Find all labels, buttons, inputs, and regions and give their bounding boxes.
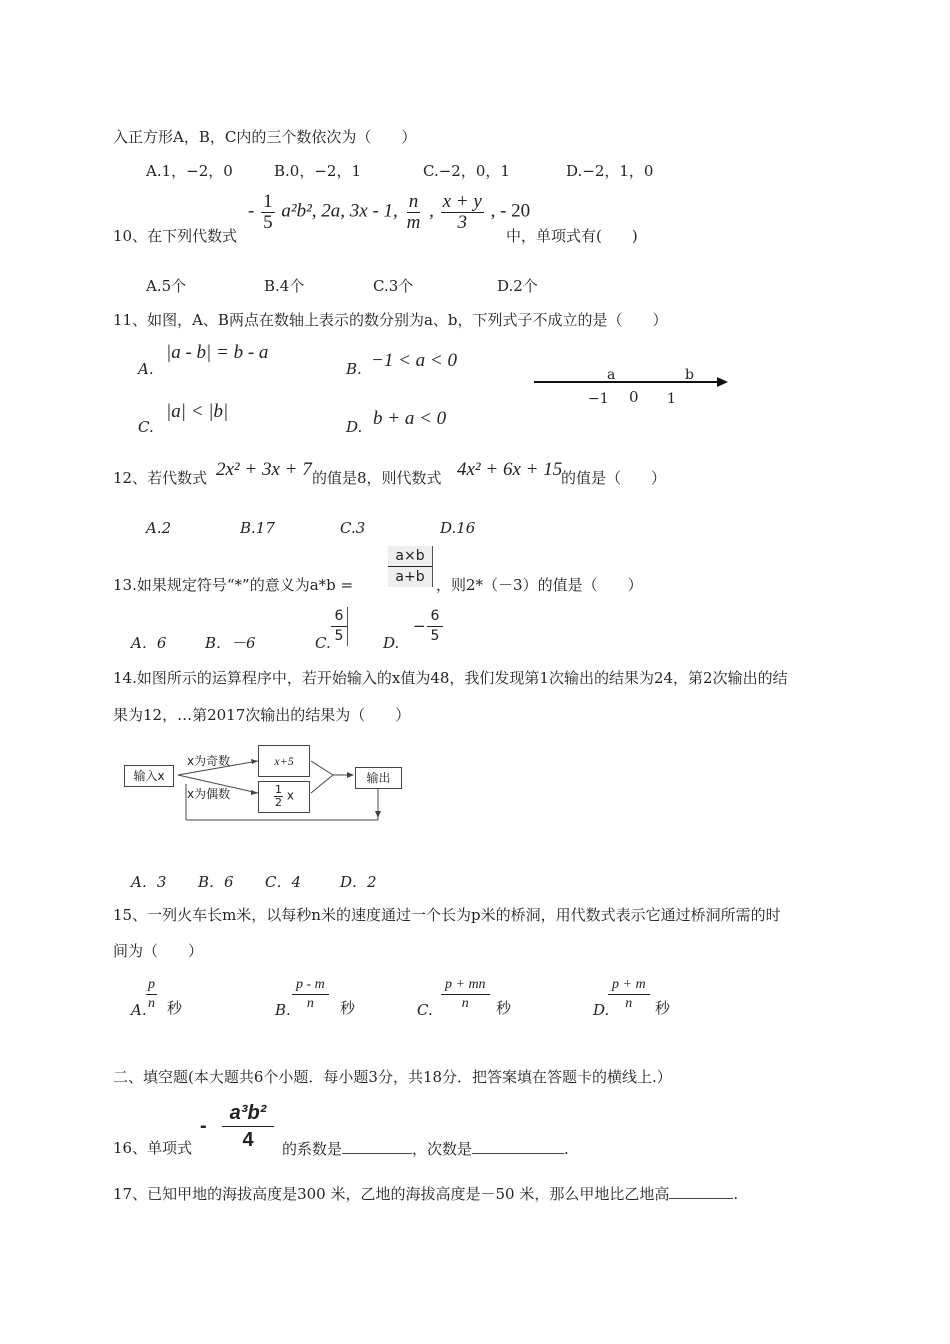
q14-line2: 果为12，…第2017次输出的结果为（ ） (113, 706, 411, 724)
q12-option-c: C.3 (340, 519, 366, 537)
q15-option-d-label: D. (593, 1001, 610, 1019)
q16-middle: 的系数是 ，次数是 . (282, 1140, 569, 1158)
q17-text: 17、已知甲地的海拔高度是300 米，乙地的海拔高度是－50 米，那么甲地比乙地高 . (113, 1185, 739, 1203)
q12-option-b: B.17 (240, 519, 275, 537)
q10-option-b: B.4个 (264, 277, 305, 295)
q10-option-c: C.3个 (373, 277, 414, 295)
q9-option-b: B.0，−2，1 (274, 162, 361, 180)
q14-option-a: A．3 (131, 873, 167, 891)
q10-terms: a²b², 2a, 3x - 1, (281, 200, 398, 222)
q16-blank-coefficient[interactable] (342, 1139, 412, 1154)
q13-option-c-label: C. (315, 634, 331, 652)
q13-fraction: a×b a+b (388, 546, 433, 587)
q12-suffix: 的值是（ ） (561, 469, 667, 487)
q13-option-d-frac: 6 5 (427, 607, 443, 646)
q9-option-d: D.−2，1，0 (566, 162, 654, 180)
q14-box-x-plus-5: x+5 (258, 745, 310, 777)
q13-option-d-sign: − (413, 617, 426, 635)
q11-label-b: b (685, 367, 694, 383)
q16-blank-degree[interactable] (472, 1139, 564, 1154)
section2-title: 二、填空题(本大题共6个小题．每小题3分，共18分．把答案填在答题卡的横线上.） (113, 1068, 672, 1086)
q15-option-a-label: A. (131, 1001, 147, 1019)
q15-option-a-unit: 秒 (167, 999, 183, 1017)
q9-option-c: C.−2，0，1 (423, 162, 510, 180)
q13-option-c-frac: 6 5 (331, 607, 348, 646)
q10-minus: - (248, 200, 255, 222)
q10-frac-n-m: $\frac{n}{m}$ (406, 191, 421, 233)
q11-option-a-expr: |a - b| = b - a (166, 342, 269, 363)
q14-even-label: x为偶数 (187, 787, 231, 801)
q14-option-c: C．4 (265, 873, 302, 891)
q14-line1: 14.如图所示的运算程序中，若开始输入的x值为48，我们发现第1次输出的结果为24，第2次输出的结 (113, 669, 788, 687)
q10-frac-1-5: $\frac{1}{5}$ (263, 191, 273, 233)
q15-option-d-unit: 秒 (655, 999, 671, 1017)
q12-expr1: 2x² + 3x + 7 (216, 459, 312, 480)
q11-option-b-expr: −1 < a < 0 (371, 350, 457, 371)
q11-option-c-expr: |a| < |b| (166, 401, 229, 422)
q10-frac-xy-3: $\frac{x + y}{3}$ (442, 191, 482, 233)
q11-option-d-label: D. (346, 418, 363, 436)
q13-suffix: ，则2*（－3）的值是（ ） (436, 576, 643, 594)
q15-line1: 15、一列火车长m米，以每秒n米的速度通过一个长为p米的桥洞，用代数式表示它通过桥洞所需的时 (113, 906, 781, 924)
q11-option-c-label: C. (138, 418, 154, 436)
q13-option-a: A．6 (131, 634, 167, 652)
q9-stem: 入正方形A，B，C内的三个数依次为（ ） (113, 128, 417, 146)
q10-suffix: 中，单项式有( ) (506, 227, 638, 245)
q15-option-c-frac: p + mn n (441, 976, 490, 1013)
q14-output-box: 输出 (355, 767, 402, 789)
q11-tick-one: 1 (667, 391, 676, 407)
q9-option-a: A.1，−2，0 (146, 162, 233, 180)
q12-middle: 的值是8，则代数式 (312, 469, 442, 487)
q14-box-half-x: $\frac{1}{2}$ x (258, 781, 310, 813)
q10-option-a: A.5个 (146, 277, 187, 295)
q17-blank-answer[interactable] (669, 1184, 733, 1199)
q15-option-a-frac: p n (148, 977, 155, 1011)
q16-sign: - (200, 1115, 207, 1137)
q15-option-c-unit: 秒 (496, 999, 512, 1017)
q16-prefix: 16、单项式 (113, 1139, 193, 1157)
q15-option-b-unit: 秒 (340, 999, 356, 1017)
q13-option-d-label: D. (383, 634, 400, 652)
q12-prefix: 12、若代数式 (113, 469, 208, 487)
q11-tick-minus-one: −1 (588, 391, 609, 407)
q14-option-b: B．6 (198, 873, 234, 891)
q15-option-c-label: C. (417, 1001, 433, 1019)
q11-option-d-expr: b + a < 0 (373, 408, 447, 429)
q15-option-d-frac: p + m n (608, 976, 650, 1013)
q14-input-box: 输入x (124, 765, 174, 787)
q11-tick-zero: 0 (629, 388, 639, 406)
q14-option-d: D．2 (340, 873, 377, 891)
q16-fraction: a³b² 4 (222, 1100, 274, 1153)
q13-option-b: B．－6 (205, 634, 256, 652)
q15-line2: 间为（ ） (113, 942, 204, 960)
q10-option-d: D.2个 (497, 277, 538, 295)
q15-option-b-frac: p - m n (292, 976, 329, 1013)
q11-option-a-label: A. (138, 360, 154, 378)
q13-prefix: 13.如果规定符号“*”的意义为a*b = (113, 576, 354, 594)
q11-label-a: a (607, 367, 616, 383)
q12-option-d: D.16 (440, 519, 476, 537)
arrow-right-icon (717, 377, 728, 387)
q12-expr2: 4x² + 6x + 15 (457, 459, 563, 480)
q11-option-b-label: B. (346, 360, 362, 378)
q14-odd-label: x为奇数 (187, 754, 231, 768)
q11-stem: 11、如图，A、B两点在数轴上表示的数分别为a、b，下列式子不成立的是（ ） (113, 311, 668, 329)
q15-option-b-label: B. (275, 1001, 291, 1019)
q10-expression: - $\frac{1}{5}$ a²b², 2a, 3x - 1, $\frac{n}{m}$ , $\frac{x + y}{3}$ , - 20 (248, 191, 531, 233)
q10-prefix: 10、在下列代数式 (113, 227, 238, 245)
q12-option-a: A.2 (146, 519, 172, 537)
